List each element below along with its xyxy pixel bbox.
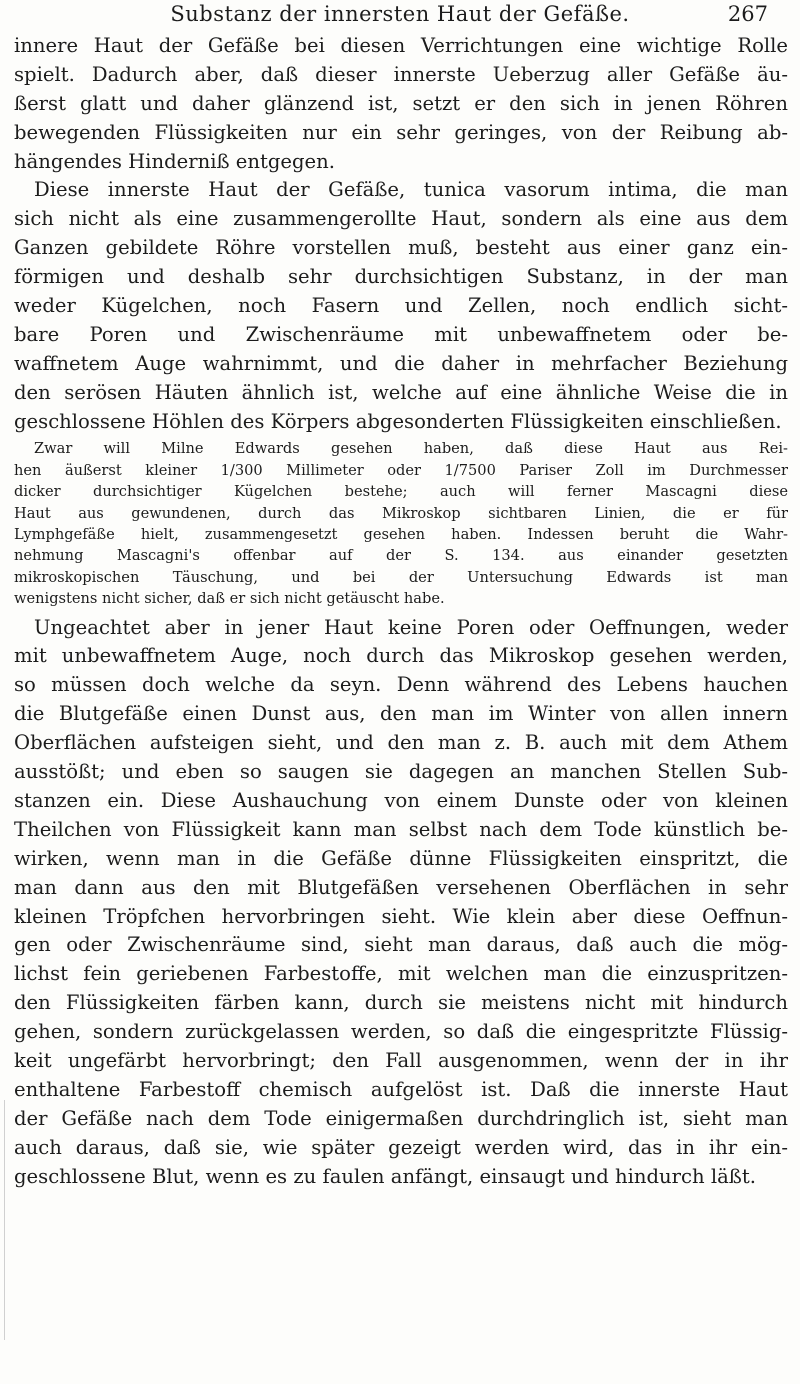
- text-line: Ganzen gebildete Röhre vorstellen muß, besteht aus einer ganz ein-: [14, 236, 788, 260]
- text-line: ausstößt; und eben so saugen sie dagegen an manchen Stellen Sub-: [14, 760, 788, 784]
- text-line: sich nicht als eine zusammengerollte Haut, sondern als eine aus dem: [14, 207, 788, 231]
- text-line: ßerst glatt und daher glänzend ist, setzt er den sich in jenen Röhren: [14, 91, 788, 115]
- text-line: lichst fein geriebenen Farbestoffe, mit welchen man die einzuspritzen-: [14, 962, 788, 986]
- text-line: bewegenden Flüssigkeiten nur ein sehr geringes, von der Reibung ab-: [14, 120, 788, 144]
- text-line: kleinen Tröpfchen hervorbringen sieht. Wie klein aber diese Oeffnun-: [14, 904, 788, 928]
- text-line: gen oder Zwischenräume sind, sieht man daraus, daß auch die mög-: [14, 933, 788, 957]
- page-number: 267: [727, 2, 768, 26]
- text-line: Diese innerste Haut der Gefäße, tunica vasorum intima, die man: [34, 178, 788, 202]
- text-line: man dann aus den mit Blutgefäßen versehenen Oberflächen in sehr: [14, 875, 788, 899]
- footnote-line: hen äußerst kleiner 1/300 Millimeter oder 1/7500 Pariser Zoll im Durchmesser: [14, 461, 788, 479]
- text-line: geschlossene Blut, wenn es zu faulen anfängt, einsaugt und hindurch läßt.: [14, 1164, 756, 1188]
- text-line: spielt. Dadurch aber, daß dieser innerste Ueberzug aller Gefäße äu-: [14, 62, 788, 86]
- running-head: [20, 2, 780, 30]
- text-line: der Gefäße nach dem Tode einigermaßen durchdringlich ist, sieht man: [14, 1106, 788, 1130]
- text-line: wirken, wenn man in die Gefäße dünne Flüssigkeiten einspritzt, die: [14, 846, 788, 870]
- text-line: Theilchen von Flüssigkeit kann man selbst nach dem Tode künstlich be-: [14, 817, 788, 841]
- gutter-line: [4, 1100, 5, 1340]
- text-line: den Flüssigkeiten färben kann, durch sie meistens nicht mit hindurch: [14, 991, 788, 1015]
- text-line: Ungeachtet aber in jener Haut keine Poren oder Oeffnungen, weder: [34, 615, 788, 639]
- text-line: mit unbewaffnetem Auge, noch durch das Mikroskop gesehen werden,: [14, 644, 788, 668]
- text-line: Oberflächen aufsteigen sieht, und den man z. B. auch mit dem Athem: [14, 731, 788, 755]
- text-line: hängendes Hinderniß entgegen.: [14, 149, 335, 173]
- running-title: Substanz der innersten Haut der Gefäße.: [170, 2, 630, 26]
- footnote-line: Haut aus gewundenen, durch das Mikroskop sichtbaren Linien, die er für: [14, 504, 788, 522]
- text-line: waffnetem Auge wahrnimmt, und die daher in mehrfacher Beziehung: [14, 351, 788, 375]
- text-line: auch daraus, daß sie, wie später gezeigt werden wird, das in ihr ein-: [14, 1135, 788, 1159]
- text-line: enthaltene Farbestoff chemisch aufgelöst ist. Daß die innerste Haut: [14, 1077, 788, 1101]
- text-line: die Blutgefäße einen Dunst aus, den man im Winter von allen innern: [14, 702, 788, 726]
- footnote-line: Zwar will Milne Edwards gesehen haben, daß diese Haut aus Rei-: [34, 440, 788, 458]
- body-text: [14, 32, 788, 1191]
- text-line: keit ungefärbt hervorbringt; den Fall ausgenommen, wenn der in ihr: [14, 1048, 788, 1072]
- footnote-line: nehmung Mascagni's offenbar auf der S. 134. aus einander gesetzten: [14, 547, 788, 565]
- text-line: so müssen doch welche da seyn. Denn während des Lebens hauchen: [14, 673, 788, 697]
- text-line: innere Haut der Gefäße bei diesen Verrichtungen eine wichtige Rolle: [14, 34, 788, 57]
- text-line: bare Poren und Zwischenräume mit unbewaffnetem oder be-: [14, 322, 788, 346]
- text-line: weder Kügelchen, noch Fasern und Zellen, noch endlich sicht-: [14, 294, 788, 318]
- footnote-line: mikroskopischen Täuschung, und bei der Untersuchung Edwards ist man: [14, 568, 788, 586]
- text-line: stanzen ein. Diese Aushauchung von einem Dunste oder von kleinen: [14, 788, 788, 812]
- footnote: [14, 438, 788, 609]
- text-line: förmigen und deshalb sehr durchsichtigen Substanz, in der man: [14, 265, 788, 289]
- footnote-line: Lymphgefäße hielt, zusammengesetzt gesehen haben. Indessen beruht die Wahr-: [14, 526, 788, 544]
- text-line: geschlossene Höhlen des Körpers abgesonderten Flüssigkeiten einschließen.: [14, 409, 782, 433]
- text-line: den serösen Häuten ähnlich ist, welche auf eine ähnliche Weise die in: [14, 380, 788, 404]
- text-line: gehen, sondern zurückgelassen werden, so daß die eingespritzte Flüssig-: [14, 1020, 788, 1044]
- footnote-line: dicker durchsichtiger Kügelchen bestehe; auch will ferner Mascagni diese: [14, 483, 788, 501]
- footnote-line: wenigstens nicht sicher, daß er sich nicht getäuscht habe.: [14, 590, 445, 608]
